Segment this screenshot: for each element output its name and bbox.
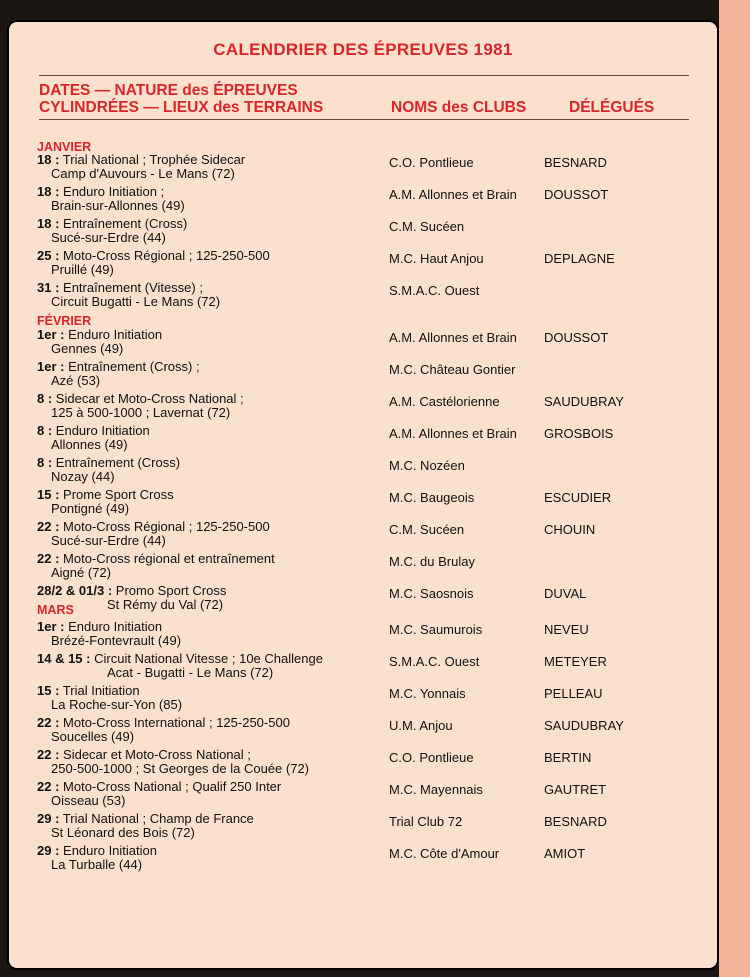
event-club: M.C. Yonnais	[389, 686, 466, 701]
event-date: 22 :	[37, 747, 60, 762]
event-date: 1er :	[37, 327, 65, 342]
event-location: La Turballe (44)	[51, 857, 143, 872]
event-date: 22 :	[37, 779, 60, 794]
event-delegue: BESNARD	[544, 155, 607, 170]
event-entry	[37, 185, 397, 213]
event-nature: Sidecar et Moto-Cross National ;	[55, 391, 244, 406]
divider	[39, 75, 689, 76]
event-delegue: DOUSSOT	[544, 187, 609, 202]
event-delegue: CHOUIN	[544, 522, 596, 537]
event-delegue: BESNARD	[544, 814, 607, 829]
event-nature: Enduro Initiation	[68, 619, 163, 634]
event-location: 250-500-1000 ; St Georges de la Couée (72)	[51, 761, 310, 776]
event-delegue: DUVAL	[544, 586, 587, 601]
event-nature: Enduro Initiation	[63, 843, 157, 858]
event-entry	[37, 552, 397, 580]
event-club: M.C. Mayennais	[389, 782, 483, 797]
event-nature: Enduro Initiation ;	[63, 184, 165, 199]
event-delegue: DEPLAGNE	[544, 251, 615, 266]
event-club: M.C. Baugeois	[389, 490, 475, 505]
event-delegue: DOUSSOT	[544, 330, 609, 345]
event-delegue: ESCUDIER	[544, 490, 612, 505]
event-nature: Trial Initiation	[62, 683, 140, 698]
event-date: 1er :	[37, 619, 65, 634]
event-nature: Circuit National Vitesse ; 10e Challenge	[94, 651, 323, 666]
event-entry	[37, 780, 397, 808]
event-location: Sucé-sur-Erdre (44)	[51, 230, 166, 245]
event-location: Brézé-Fontevrault (49)	[51, 633, 182, 648]
event-date: 29 :	[37, 811, 60, 826]
event-date: 29 :	[37, 843, 60, 858]
event-entry	[37, 424, 397, 452]
event-nature: Moto-Cross National ; Qualif 250 Inter	[63, 779, 282, 794]
event-nature: Trial National ; Champ de France	[62, 811, 254, 826]
event-nature: Moto-Cross Régional ; 125-250-500	[63, 519, 270, 534]
event-delegue: METEYER	[544, 654, 607, 669]
event-nature: Moto-Cross International ; 125-250-500	[63, 715, 290, 730]
event-club: S.M.A.C. Ouest	[389, 654, 480, 669]
event-club: M.C. Nozéen	[389, 458, 465, 473]
event-entry	[37, 812, 397, 840]
event-date: 22 :	[37, 551, 60, 566]
event-date: 8 :	[37, 391, 53, 406]
event-date: 25 :	[37, 248, 60, 263]
event-entry	[37, 456, 397, 484]
calendar-sheet	[7, 20, 719, 970]
event-entry	[37, 584, 397, 612]
event-club: C.O. Pontlieue	[389, 750, 474, 765]
event-date: 22 :	[37, 519, 60, 534]
event-entry	[37, 652, 397, 680]
event-entry	[37, 520, 397, 548]
event-location: Allonnes (49)	[51, 437, 128, 452]
event-nature: Promo Sport Cross	[115, 583, 227, 598]
event-nature: Entraînement (Cross)	[55, 455, 181, 470]
event-location: St Rémy du Val (72)	[107, 597, 224, 612]
event-club: M.C. Château Gontier	[389, 362, 516, 377]
event-nature: Moto-Cross Régional ; 125-250-500	[63, 248, 270, 263]
event-nature: Enduro Initiation	[55, 423, 150, 438]
event-location: La Roche-sur-Yon (85)	[51, 697, 183, 712]
event-location: 125 à 500-1000 ; Lavernat (72)	[51, 405, 231, 420]
event-delegue: SAUDUBRAY	[544, 394, 624, 409]
event-delegue: AMIOT	[544, 846, 586, 861]
page-title: CALENDRIER DES ÉPREUVES 1981	[213, 40, 513, 59]
event-location: Oisseau (53)	[51, 793, 126, 808]
event-entry	[37, 488, 397, 516]
event-club: C.M. Sucéen	[389, 219, 465, 234]
event-delegue: SAUDUBRAY	[544, 718, 624, 733]
event-date: 28/2 & 01/3 :	[37, 583, 113, 598]
event-club: M.C. du Brulay	[389, 554, 475, 569]
event-date: 14 & 15 :	[37, 651, 91, 666]
header-dates: DATES — NATURE des ÉPREUVES	[39, 82, 298, 99]
event-date: 8 :	[37, 423, 53, 438]
event-location: St Léonard des Bois (72)	[51, 825, 195, 840]
event-club: S.M.A.C. Ouest	[389, 283, 480, 298]
month-mars: MARS	[37, 603, 74, 617]
event-location: Sucé-sur-Erdre (44)	[51, 533, 166, 548]
event-entry	[37, 716, 397, 744]
event-date: 31 :	[37, 280, 60, 295]
header-clubs: NOMS des CLUBS	[391, 99, 527, 116]
event-date: 18 :	[37, 152, 60, 167]
month-janvier: JANVIER	[37, 140, 92, 154]
event-date: 8 :	[37, 455, 53, 470]
event-entry	[37, 249, 397, 277]
event-club: A.M. Castélorienne	[389, 394, 500, 409]
event-entry	[37, 844, 397, 872]
event-location: Pontigné (49)	[51, 501, 130, 516]
event-location: Camp d'Auvours - Le Mans (72)	[51, 166, 235, 181]
event-delegue: NEVEU	[544, 622, 589, 637]
event-club: Trial Club 72	[389, 814, 463, 829]
event-club: C.O. Pontlieue	[389, 155, 474, 170]
month-fevrier: FÉVRIER	[37, 314, 92, 328]
event-location: Soucelles (49)	[51, 729, 135, 744]
event-date: 22 :	[37, 715, 60, 730]
event-nature: Sidecar et Moto-Cross National ;	[63, 747, 251, 762]
event-location: Azé (53)	[51, 373, 101, 388]
event-entry	[37, 328, 397, 356]
event-club: A.M. Allonnes et Brain	[389, 187, 517, 202]
event-entry	[37, 684, 397, 712]
event-club: A.M. Allonnes et Brain	[389, 426, 517, 441]
page-edge	[719, 0, 750, 977]
event-nature: Entraînement (Cross)	[63, 216, 188, 231]
event-nature: Trial National ; Trophée Sidecar	[62, 152, 246, 167]
event-date: 18 :	[37, 216, 60, 231]
event-delegue: GAUTRET	[544, 782, 607, 797]
event-club: M.C. Haut Anjou	[389, 251, 484, 266]
event-entry	[37, 748, 397, 776]
event-club: C.M. Sucéen	[389, 522, 465, 537]
header-cylindrees: CYLINDRÉES — LIEUX des TERRAINS	[39, 99, 324, 116]
divider	[39, 119, 689, 120]
event-entry	[37, 153, 397, 181]
event-date: 15 :	[37, 683, 60, 698]
event-nature: Entraînement (Vitesse) ;	[63, 280, 203, 295]
event-location: Acat - Bugatti - Le Mans (72)	[107, 665, 274, 680]
event-location: Aigné (72)	[51, 565, 111, 580]
event-club: A.M. Allonnes et Brain	[389, 330, 517, 345]
event-location: Gennes (49)	[51, 341, 124, 356]
event-club: M.C. Saosnois	[389, 586, 474, 601]
header-delegues: DÉLÉGUÉS	[569, 99, 655, 116]
event-location: Pruillé (49)	[51, 262, 114, 277]
event-date: 1er :	[37, 359, 65, 374]
event-nature: Entraînement (Cross) ;	[68, 359, 200, 374]
event-date: 18 :	[37, 184, 60, 199]
event-delegue: GROSBOIS	[544, 426, 614, 441]
event-location: Circuit Bugatti - Le Mans (72)	[51, 294, 221, 309]
event-delegue: PELLEAU	[544, 686, 603, 701]
event-entry	[37, 281, 397, 309]
event-delegue: BERTIN	[544, 750, 592, 765]
event-nature: Enduro Initiation	[68, 327, 163, 342]
event-date: 15 :	[37, 487, 60, 502]
event-entry	[37, 217, 397, 245]
event-entry	[37, 392, 397, 420]
event-nature: Moto-Cross régional et entraînement	[63, 551, 275, 566]
event-club: M.C. Côte d'Amour	[389, 846, 500, 861]
event-entry	[37, 360, 397, 388]
event-location: Nozay (44)	[51, 469, 115, 484]
event-entry	[37, 620, 397, 648]
event-club: U.M. Anjou	[389, 718, 453, 733]
event-nature: Prome Sport Cross	[63, 487, 174, 502]
event-club: M.C. Saumurois	[389, 622, 483, 637]
event-location: Brain-sur-Allonnes (49)	[51, 198, 185, 213]
